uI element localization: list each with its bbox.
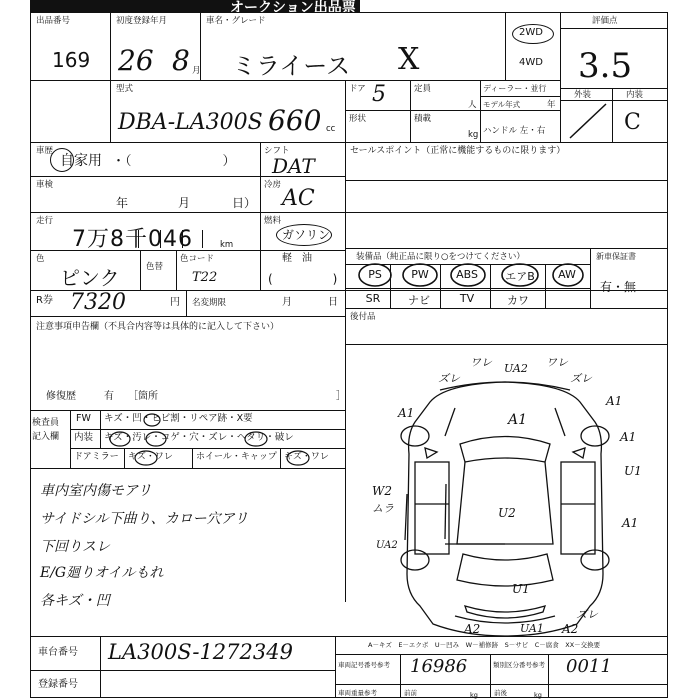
mark-a1-right-lower: A1 (622, 516, 639, 530)
equipment-label: 装備品（純正品に限り○をつけてください） (356, 252, 525, 262)
score-value: 3.5 (578, 46, 633, 86)
recycle-value: 7320 (70, 290, 126, 315)
shape-label: 形状 (349, 114, 367, 124)
damage-legend: A－キズ E－エクボ U－凹み W－補修跡 S－サビ C－腐食 XX－交換要 (368, 641, 601, 649)
score-label: 評価点 (592, 16, 618, 26)
note-line-4: E/G廻りオイルもれ (40, 565, 164, 581)
notes-label: 注意事項申告欄（不具合内容等は具体的に記入して下さい） (36, 322, 280, 332)
equip-aw[interactable]: AW (558, 268, 576, 281)
color-code-value: T22 (192, 270, 218, 285)
light-oil-label: 軽 油 (282, 253, 312, 264)
chassis-value: LA300S-1272349 (108, 640, 293, 664)
ac-value: AC (282, 186, 315, 211)
score-interior-label: 内装 (626, 90, 644, 100)
mark-a1-hood: A1 (508, 412, 528, 428)
chassis-label: 車台番号 (38, 647, 78, 658)
car-name-value: ミライース (232, 52, 351, 80)
mark-u1-right: U1 (624, 464, 642, 478)
mileage-value: 7万8千046 (72, 227, 193, 252)
category-value: 0011 (566, 656, 612, 677)
doors-label: ドア (349, 84, 366, 94)
repair-value: 有 (104, 391, 114, 402)
mark-w2-left: W2 (372, 484, 392, 498)
mark-a1-right-top: A1 (606, 394, 623, 408)
score-interior-value: C (624, 110, 641, 135)
inspector-row3-text: キズ・ワレ (128, 452, 173, 462)
mileage-label: 走行 (36, 216, 54, 226)
note-line-5: 各キズ・凹 (40, 593, 110, 609)
mark-u1-rear: U1 (512, 582, 530, 596)
fuel-label: 燃料 (264, 216, 282, 226)
exterior-slash (560, 100, 612, 142)
car-name-label: 車名・グレード (206, 16, 266, 26)
steering-label: ハンドル 左・右 (483, 126, 546, 136)
mark-zure-br: ズレ (576, 608, 598, 621)
mileage-unit: km (220, 240, 234, 250)
model-value: DBA-LA300S (118, 110, 263, 135)
lot-label: 出品番号 (36, 16, 71, 26)
inspector-row2-text: キズ・汚レ・コゲ・穴・ズレ・ヘタリ・破レ (104, 432, 294, 443)
history-paren: ・（ ） (112, 154, 236, 169)
first-reg-year: 26 (118, 44, 154, 77)
first-reg-label: 初度登録年月 (116, 16, 168, 26)
mark-a2-bl: A2 (464, 622, 481, 636)
mark-ua2-top: UA2 (504, 362, 528, 375)
first-reg-month-unit: 月 (192, 66, 201, 76)
mark-zure-tl: ズレ (438, 372, 460, 385)
equip-navi[interactable]: ナビ (408, 294, 430, 307)
inspection-year: 年 (116, 196, 129, 210)
color-change-label: 色替 (146, 262, 164, 272)
color-value: ピンク (60, 266, 120, 290)
header-banner: オークション出品票 (230, 0, 356, 16)
history-value: 自家用 (60, 153, 102, 169)
load-label: 積載 (414, 114, 432, 124)
warranty-value: 有・無 (600, 280, 637, 294)
inspector-circles (100, 410, 345, 468)
capacity-unit: 人 (468, 100, 477, 110)
car-damage-diagram (345, 344, 668, 644)
equip-airbag[interactable]: エアB (505, 270, 535, 283)
mark-zure-tr: ズレ (570, 372, 592, 385)
inspector-row3-tag: ドアミラー (74, 452, 119, 462)
history-label: 車歴 (36, 146, 54, 156)
mark-ua2-left: UA2 (376, 540, 398, 551)
mark-ua1-bottom: UA1 (520, 622, 544, 635)
mark-a2-br: A2 (562, 622, 579, 636)
note-line-3: 下回りスレ (40, 539, 110, 555)
equip-ps[interactable]: PS (368, 268, 382, 281)
name-change-day: 日 (328, 297, 338, 308)
equip-sr[interactable]: SR (365, 292, 381, 305)
capacity-label: 定員 (414, 84, 432, 94)
recycle-label: R券 (36, 295, 53, 306)
equip-leather[interactable]: カワ (507, 294, 529, 307)
warranty-label: 新車保証書 (596, 252, 636, 261)
color-code-label: 色コード (180, 254, 215, 264)
inspector-row3-tag2: ホイール・キャップ (196, 452, 277, 462)
sales-point-label: セールスポイント（正常に機能するものに限ります） (350, 146, 566, 156)
shift-label: シフト (264, 146, 290, 156)
doors-value: 5 (372, 82, 386, 107)
inspector-row1-text: キズ・凹・ヒビ割・リペア跡・X要 (104, 413, 253, 424)
weight-front-label: 前前 (404, 689, 417, 697)
two-wd-label: 2WD (519, 27, 543, 38)
model-year-unit: 年 (547, 100, 556, 110)
engine-cc-unit: cc (326, 124, 336, 134)
mark-u2-center: U2 (498, 506, 516, 520)
equip-tv[interactable]: TV (459, 292, 475, 305)
name-change-month: 月 (282, 297, 292, 308)
recycle-unit: 円 (170, 297, 180, 308)
name-change-label: 名変期限 (192, 298, 227, 308)
weight-label: 車両重量参考 (338, 689, 377, 697)
inspection-month: 月 (178, 196, 191, 210)
first-reg-month: 8 (172, 44, 190, 77)
fuel-value: ガソリン (282, 228, 331, 242)
mark-mura-left: ムラ (372, 502, 394, 515)
mark-a1-right: A1 (620, 430, 637, 444)
mark-ware-tl: ワレ (470, 356, 492, 369)
color-label: 色 (36, 254, 45, 264)
reg-number-label: 登録番号 (38, 679, 78, 690)
repair-place: ［箇所 (128, 391, 158, 402)
aftermarket-label: 後付品 (350, 312, 376, 322)
note-line-1: 車内室内傷モアリ (40, 483, 152, 499)
model-year-label: モデル年式 (483, 100, 521, 109)
lot-value: 169 (52, 48, 91, 72)
mark-a1-left: A1 (398, 406, 415, 420)
ac-label: 冷房 (264, 180, 282, 190)
inspector-row2-tag: 内装 (74, 432, 94, 443)
dealer-label: ディーラー・並行 (483, 84, 547, 93)
shift-value: DAT (272, 154, 315, 178)
weight-rear-label: 前後 (494, 689, 507, 697)
inspection-day: 日） (232, 196, 257, 210)
load-unit: kg (468, 130, 479, 140)
car-grade-value: X (398, 42, 420, 77)
inspection-label: 車検 (36, 180, 54, 190)
inspector-row1-tag: FW (76, 413, 91, 424)
note-line-2: サイドシル下曲り、カロー穴アリ (40, 511, 249, 527)
equip-pw[interactable]: PW (411, 268, 429, 281)
score-exterior-label: 外装 (574, 90, 592, 100)
inspector-label-2: 記入欄 (32, 432, 60, 442)
equip-abs[interactable]: ABS (456, 268, 478, 281)
engine-cc-value: 660 (268, 104, 322, 137)
model-label: 型式 (116, 84, 134, 94)
category-label: 類別区分番号参考 (493, 661, 545, 669)
inspector-row3-text2: キズ・ワレ (284, 452, 329, 462)
repair-label: 修復歴 (46, 391, 76, 402)
storage-value: 16986 (410, 656, 468, 677)
weight-rear-unit: kg (534, 691, 542, 699)
mark-ware-tr: ワレ (546, 356, 568, 369)
weight-front-unit: kg (470, 691, 478, 699)
light-oil-paren: ( ) (268, 272, 338, 286)
four-wd-label: 4WD (519, 57, 543, 68)
storage-label: 車両記号番号参考 (338, 661, 390, 669)
inspector-label-1: 検査員 (32, 418, 60, 428)
